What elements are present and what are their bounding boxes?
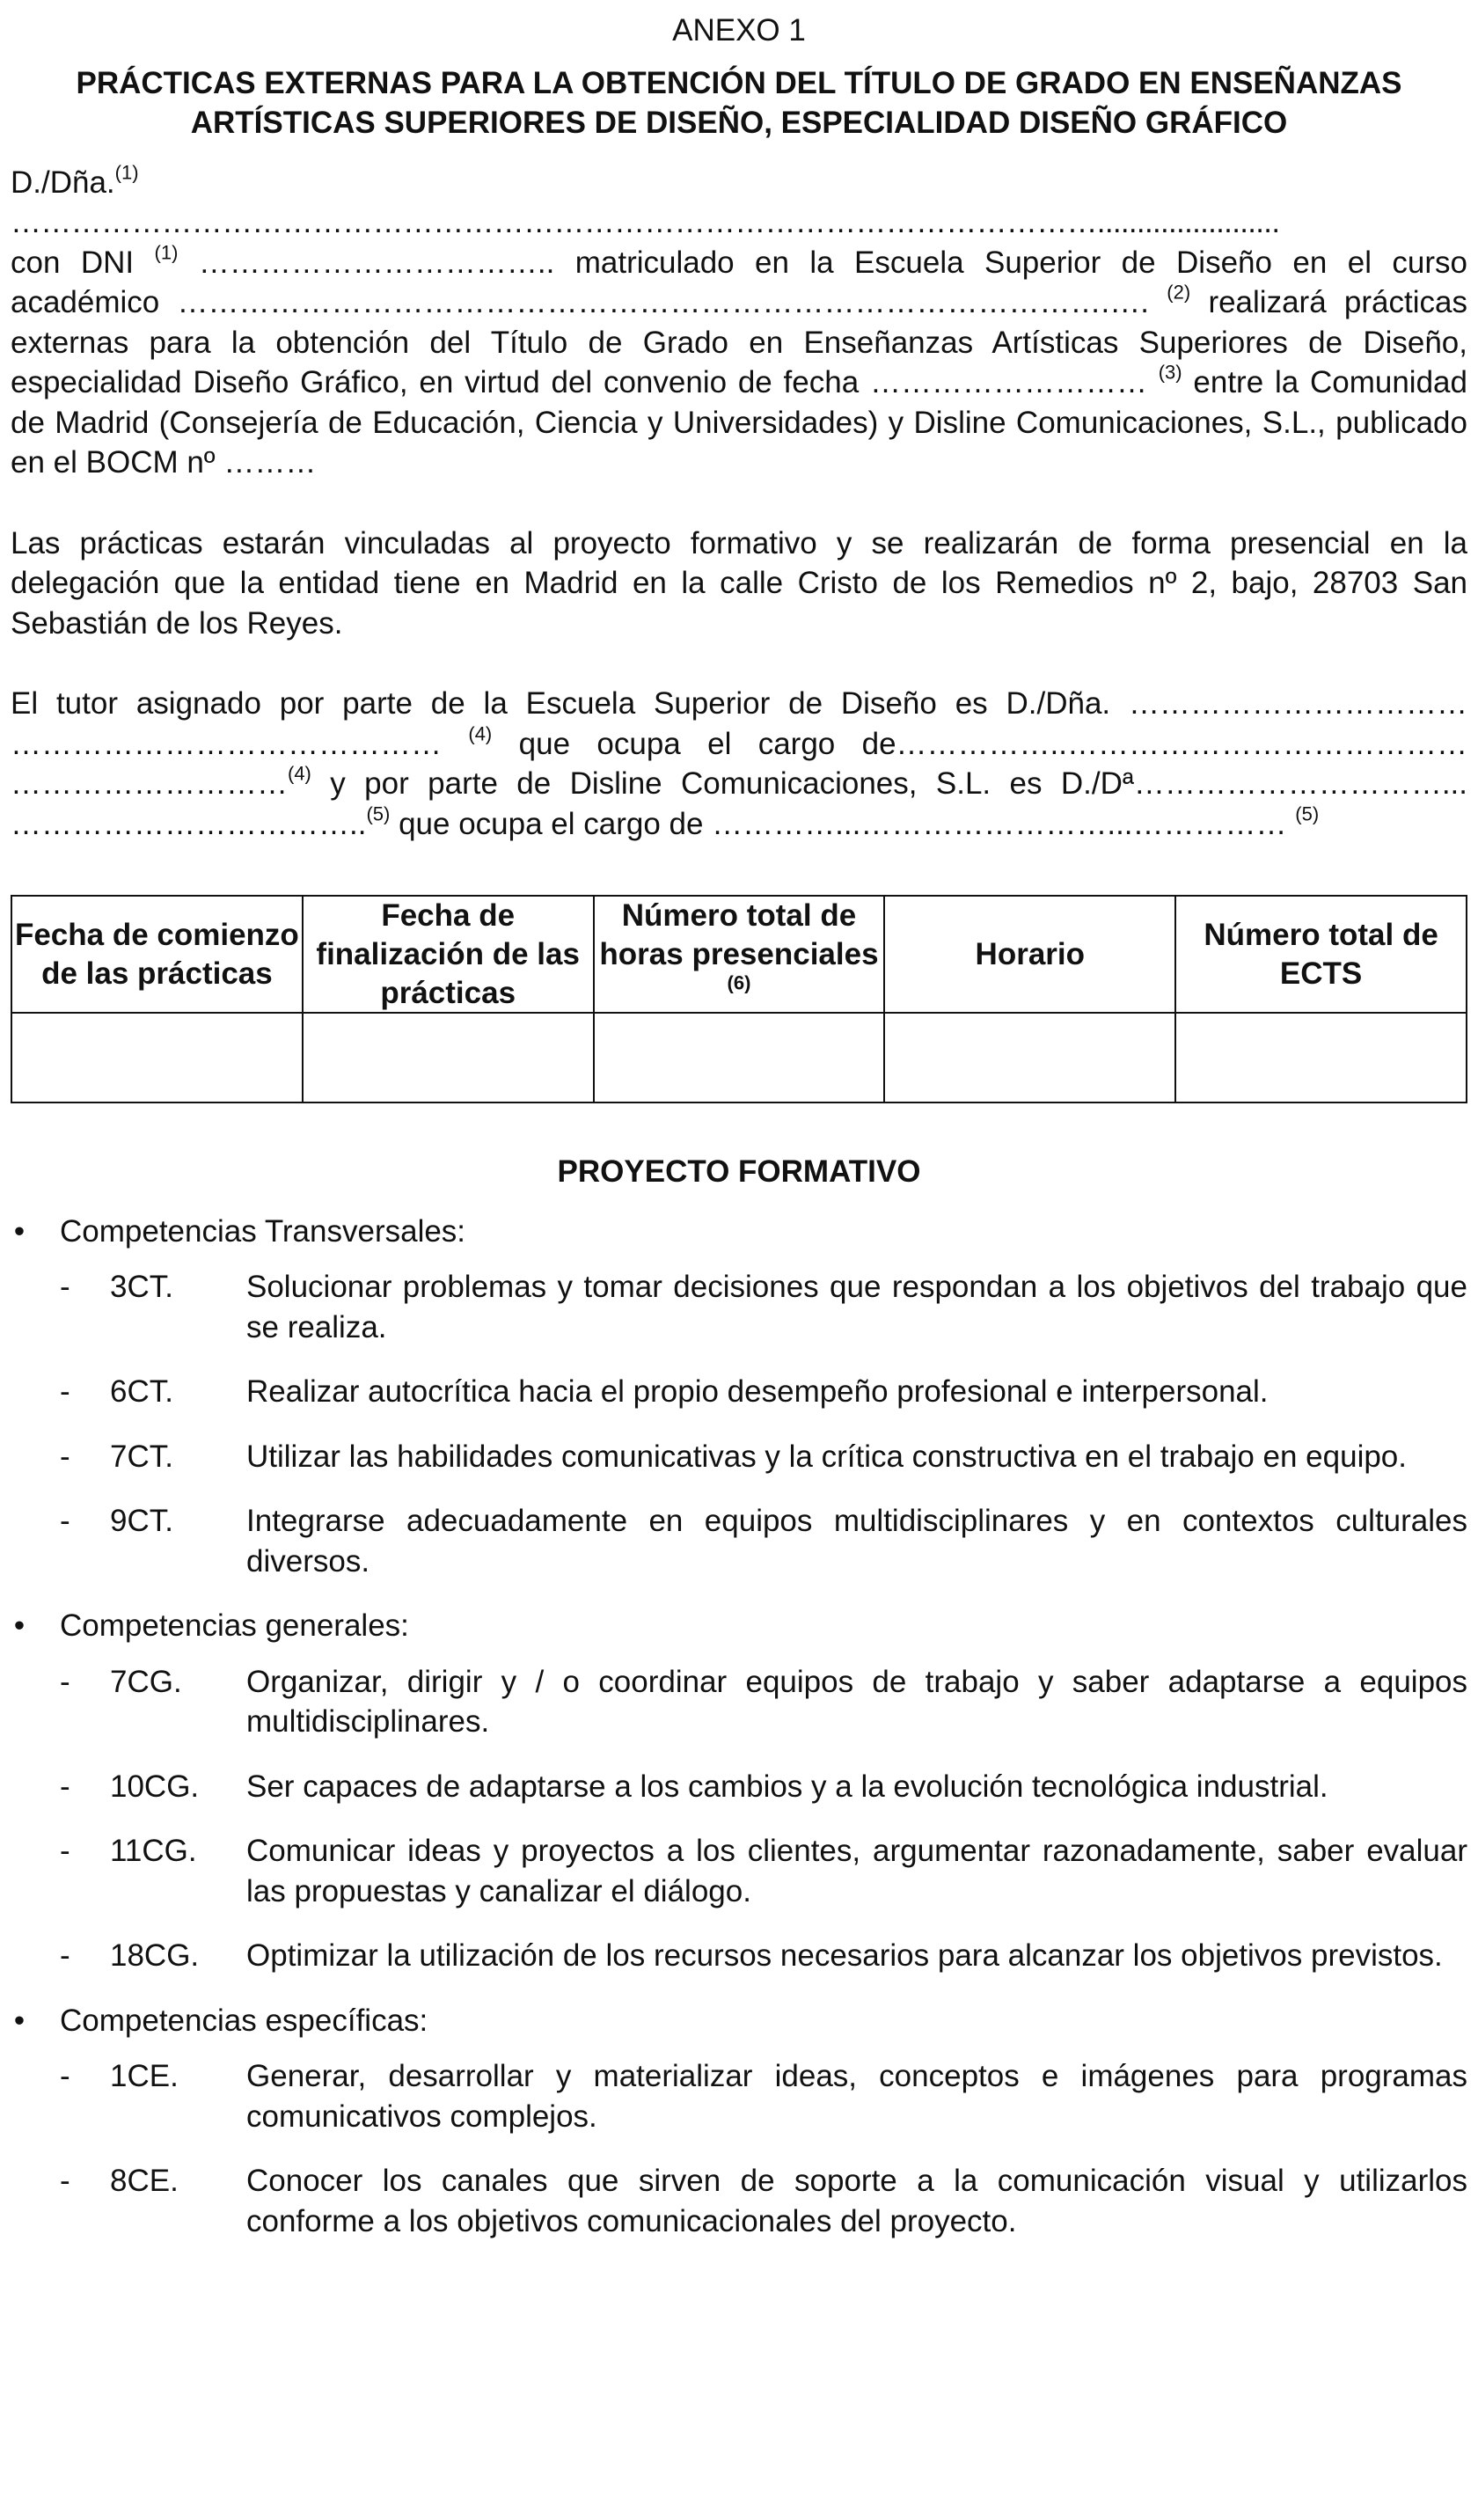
competency-group-specific: • Competencias específicas: [11, 2001, 1467, 2041]
dash-icon: - [60, 1504, 70, 1539]
footnote-ref: (5) [366, 802, 391, 825]
dash-icon: - [60, 2059, 70, 2094]
list-item: - 11CG. Comunicar ideas y proyectos a los clientes, argumentar razonadamente, saber evaluar las propuestas y canalizar el diálogo. [11, 1831, 1467, 1911]
header-ects: Número total de ECTS [1175, 896, 1467, 1013]
location-paragraph: Las prácticas estarán vinculadas al proyecto formativo y se realizarán de forma presencial en la delegación que la entidad tiene en Madrid en la calle Cristo de los Remedios nº 2, bajo, 28703 San Sebastián de los Reyes. [11, 525, 1467, 641]
end-date-cell[interactable] [303, 1013, 594, 1102]
footnote-ref: (1) [154, 241, 179, 264]
header-end-date: Fecha de finalización de las prácticas [303, 896, 594, 1013]
footnote-ref: (1) [114, 162, 139, 184]
name-label: D./Dña.$^{(1)}$ [11, 162, 139, 200]
enrollment-paragraph: con DNI $^{(1)}$ …………………………….. matriculado en la Escuela Superior de Diseño en el curso académico ……………………………………………………………………………….…. $^{(2)}$ realizará prácticas externas para la obtención del Título de Grado en Enseñanzas Artísticas Superiores de Diseño, especialidad Diseño Gráfico, en virtud del convenio de fecha ……………………… $^{(3)}$ entre la Comunidad de Madrid (Consejería de Educación, Ciencia y Universidades) y Disline Comunicaciones, S.L., publicado en el BOCM nº ……… [11, 241, 1467, 480]
list-item: - 7CG. Organizar, dirigir y / o coordinar equipos de trabajo y saber adaptarse a equipos multidisciplinares. [11, 1662, 1467, 1742]
dash-icon: - [60, 1938, 70, 1974]
list-item: - 7CT. Utilizar las habilidades comunicativas y la crítica constructiva en el trabajo en equipo. [11, 1437, 1467, 1477]
footnote-ref: (6) [727, 971, 751, 994]
dash-icon: - [60, 1769, 70, 1804]
dash-icon: - [60, 2164, 70, 2199]
dash-icon: - [60, 1270, 70, 1305]
bullet-icon: • [13, 1608, 26, 1644]
project-title: PROYECTO FORMATIVO [557, 1154, 921, 1190]
list-item: - 18CG. Optimizar la utilización de los recursos necesarios para alcanzar los objetivos previstos. [11, 1936, 1467, 1976]
dash-icon: - [60, 1664, 70, 1699]
dash-icon: - [60, 1374, 70, 1410]
dash-icon: - [60, 1439, 70, 1474]
document-page [11, 11, 1467, 2266]
document-title [11, 63, 1467, 143]
table-header-row [11, 896, 1467, 1013]
ects-cell[interactable] [1175, 1013, 1467, 1102]
title-line-1: PRÁCTICAS EXTERNAS PARA LA OBTENCIÓN DEL TÍTULO DE GRADO EN ENSEÑANZAS [76, 65, 1402, 100]
header-start-date: Fecha de comienzo de las prácticas [11, 896, 303, 1013]
list-item: - 3CT. Solucionar problemas y tomar decisiones que respondan a los objetivos del trabajo que se realiza. [11, 1267, 1467, 1347]
footnote-ref: (5) [1295, 802, 1320, 825]
footnote-ref: (3) [1158, 361, 1182, 384]
list-item: - 8CE. Conocer los canales que sirven de soporte a la comunicación visual y utilizarlos conforme a los objetivos comunicacionales del proyecto. [11, 2161, 1467, 2241]
table-row [11, 1013, 1467, 1102]
competency-group-general: • Competencias generales: [11, 1606, 1467, 1646]
dash-icon: - [60, 1834, 70, 1869]
competency-group-transversal: • Competencias Transversales: [11, 1212, 1467, 1252]
total-hours-cell[interactable] [594, 1013, 885, 1102]
annex-heading: ANEXO 1 [672, 13, 806, 48]
footnote-ref: (2) [1167, 281, 1191, 304]
header-schedule: Horario [884, 896, 1175, 1013]
schedule-cell[interactable] [884, 1013, 1175, 1102]
header-total-hours: Número total de horas presenciales $^{(6)}$ [594, 896, 885, 1013]
practice-details-table [11, 895, 1467, 1103]
bullet-icon: • [13, 1213, 26, 1249]
footnote-ref: (4) [288, 762, 311, 785]
title-line-2: ARTÍSTICAS SUPERIORES DE DISEÑO, ESPECIALIDAD DISEÑO GRÁFICO [190, 106, 1288, 140]
name-fill-line: ………………………………………………………………………………………………....................... [11, 205, 1280, 239]
bullet-icon: • [13, 2003, 26, 2038]
footnote-ref: (4) [468, 722, 493, 745]
list-item: - 1CE. Generar, desarrollar y materializar ideas, conceptos e imágenes para programas comunicativos complejos. [11, 2056, 1467, 2136]
list-item: - 10CG. Ser capaces de adaptarse a los cambios y a la evolución tecnológica industrial. [11, 1767, 1467, 1807]
tutor-paragraph: El tutor asignado por parte de la Escuela Superior de Diseño es D./Dña. …………………………… …………………………………… $^{(4)}$ que ocupa el cargo de……………..………………………………… ………………………$^{(4)}$ y por parte de Disline Comunicaciones, S.L. es D./Dª…………………………... ……………………………..$^{(5)}$ que ocupa el cargo de …………...……………………...…………… $^{(5)}$ [11, 686, 1468, 841]
list-item: - 6CT. Realizar autocrítica hacia el propio desempeño profesional e interpersonal. [11, 1372, 1467, 1412]
list-item: - 9CT. Integrarse adecuadamente en equipos multidisciplinares y en contextos culturales diversos. [11, 1501, 1467, 1581]
start-date-cell[interactable] [11, 1013, 303, 1102]
